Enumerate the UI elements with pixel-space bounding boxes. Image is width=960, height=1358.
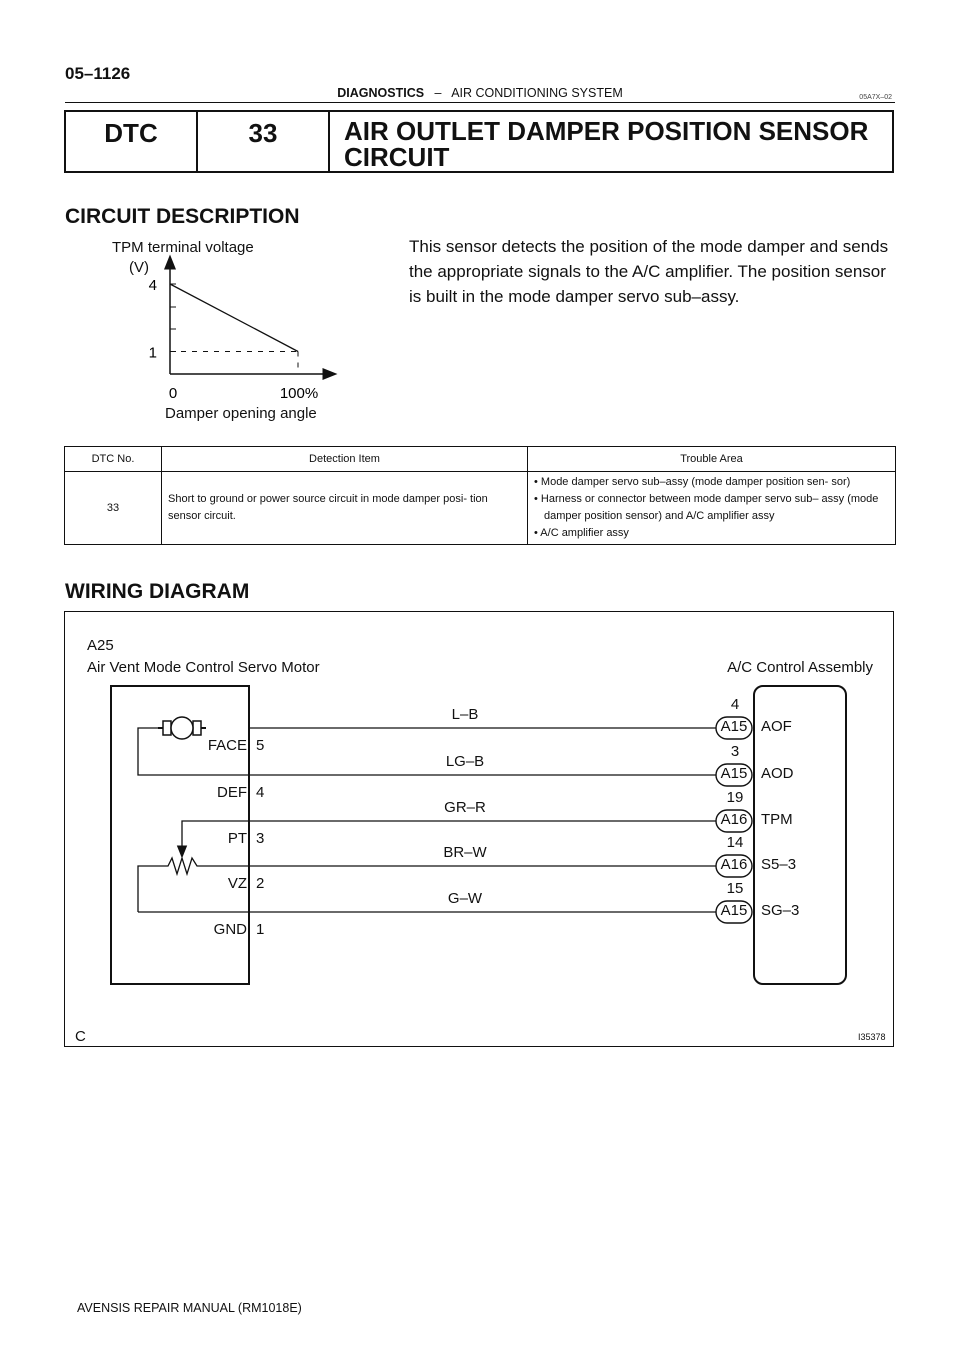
header-subsection: AIR CONDITIONING SYSTEM bbox=[451, 86, 623, 100]
table-header: Detection Item bbox=[162, 447, 528, 472]
header-code: 05A7X–02 bbox=[859, 94, 892, 101]
right-pin-number: 4 bbox=[730, 696, 740, 713]
circuit-description-text: This sensor detects the position of the mode damper and sends the appropriate signals to the A/C amplifier. The position sensor is built in the mode damper servo sub–assy. bbox=[409, 237, 889, 306]
dtc-title-line2: CIRCUIT bbox=[344, 142, 450, 172]
figure-id: I35378 bbox=[858, 1032, 886, 1042]
right-terminal-label: AOD bbox=[761, 765, 794, 782]
trouble-area-item: • A/C amplifier assy bbox=[534, 527, 629, 539]
wire-color-label: LG–B bbox=[445, 753, 485, 770]
wiring-diagram-heading: WIRING DIAGRAM bbox=[65, 580, 250, 603]
corner-letter: C bbox=[75, 1028, 86, 1045]
right-terminal-label: TPM bbox=[761, 811, 793, 828]
connector-id: A15 bbox=[720, 765, 748, 782]
left-terminal-label: PT bbox=[227, 830, 247, 847]
left-pin-number: 3 bbox=[256, 830, 265, 847]
left-component-name: Air Vent Mode Control Servo Motor bbox=[87, 659, 320, 676]
left-component-id: A25 bbox=[87, 637, 114, 654]
chart-y-tick-label: 4 bbox=[148, 277, 157, 294]
dtc-number: 33 bbox=[198, 112, 330, 171]
right-pin-number: 14 bbox=[726, 834, 744, 851]
table-header: Trouble Area bbox=[528, 447, 896, 472]
chart-y-tick-label: 1 bbox=[148, 344, 157, 362]
footer-manual-name: AVENSIS REPAIR MANUAL (RM1018E) bbox=[77, 1301, 302, 1315]
connector-id: A15 bbox=[720, 718, 748, 735]
chart-x-tick-label: 100% bbox=[279, 385, 319, 402]
connector-id: A16 bbox=[720, 856, 748, 873]
wire-color-label: GR–R bbox=[444, 799, 486, 816]
left-pin-number: 2 bbox=[256, 875, 265, 892]
right-pin-number: 19 bbox=[726, 789, 744, 806]
right-component-name: A/C Control Assembly bbox=[727, 659, 873, 676]
circuit-description-heading: CIRCUIT DESCRIPTION bbox=[65, 205, 300, 228]
right-pin-number: 3 bbox=[730, 743, 740, 760]
right-pin-number: 15 bbox=[726, 880, 744, 897]
wire-color-label: G–W bbox=[447, 890, 483, 907]
trouble-area-item: • Mode damper servo sub–assy (mode damper position sen- sor) bbox=[534, 476, 851, 488]
graph-y-axis-label: TPM terminal voltage bbox=[112, 239, 254, 256]
header-section: DIAGNOSTICS bbox=[337, 86, 425, 100]
connector-id: A15 bbox=[720, 902, 748, 919]
graph-y-axis-unit: (V) bbox=[129, 259, 149, 276]
left-terminal-label: FACE bbox=[207, 737, 247, 754]
right-terminal-label: SG–3 bbox=[761, 902, 800, 919]
left-pin-number: 5 bbox=[256, 737, 265, 754]
detection-cell: Short to ground or power source circuit in mode damper posi- tion sensor circuit. bbox=[162, 472, 528, 545]
table-header: DTC No. bbox=[65, 447, 162, 472]
left-terminal-label: VZ bbox=[227, 875, 247, 892]
left-pin-number: 4 bbox=[256, 784, 265, 801]
right-terminal-label: S5–3 bbox=[761, 856, 797, 873]
page-number: 05–1126 bbox=[65, 64, 131, 83]
trouble-area-item: • Harness or connector between mode damper servo sub– assy (mode damper position sensor) and A/C amplifier assy bbox=[534, 493, 879, 522]
left-terminal-label: GND bbox=[213, 921, 247, 938]
header-separator: – bbox=[434, 86, 442, 100]
dtc-label: DTC bbox=[66, 112, 198, 171]
left-pin-number: 1 bbox=[256, 921, 265, 938]
wire-color-label: BR–W bbox=[443, 844, 487, 861]
dtc-title-line1: AIR OUTLET DAMPER POSITION SENSOR bbox=[344, 116, 869, 146]
left-terminal-label: DEF bbox=[217, 784, 247, 801]
graph-x-axis-label: Damper opening angle bbox=[165, 405, 317, 422]
wire-color-label: L–B bbox=[451, 706, 479, 723]
connector-id: A16 bbox=[720, 811, 748, 828]
right-terminal-label: AOF bbox=[761, 718, 792, 735]
dtc-cell: 33 bbox=[65, 472, 162, 545]
chart-x-tick-label: 0 bbox=[168, 385, 178, 402]
